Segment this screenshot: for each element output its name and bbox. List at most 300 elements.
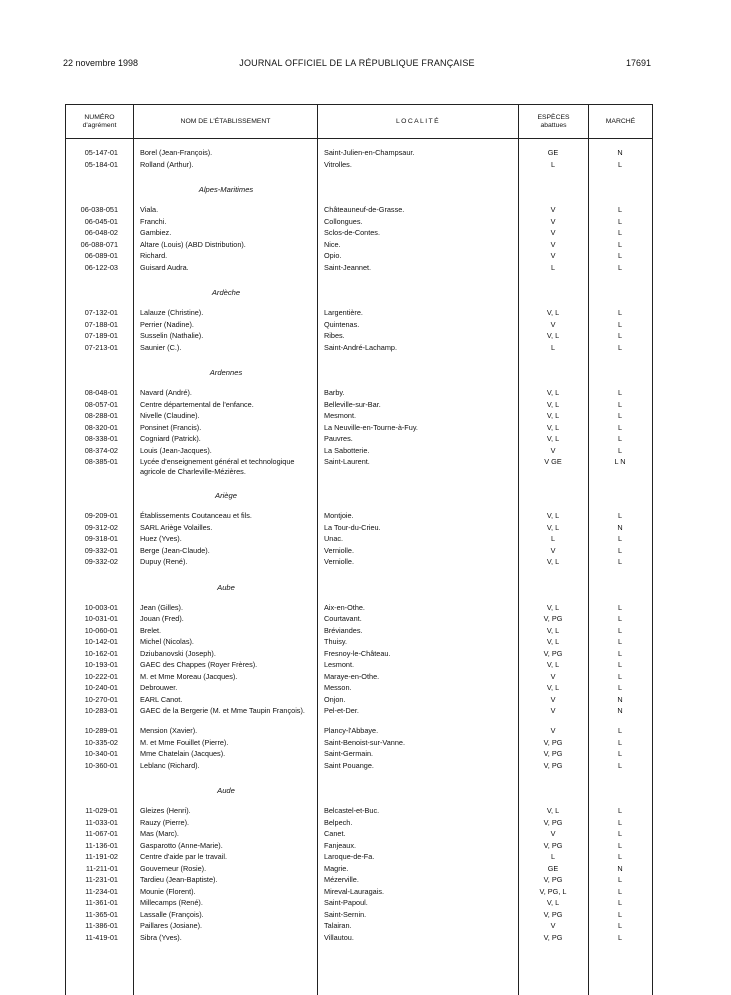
species: V, L: [546, 898, 560, 907]
establishment-name: Navard (André).: [140, 388, 192, 397]
species: V: [550, 205, 556, 214]
column-header-nom: [134, 105, 317, 138]
establishment-name: Millecamps (René).: [140, 898, 203, 907]
locality: La Tour-du-Crieu.: [324, 522, 381, 532]
establishment-name: GAEC de la Bergerie (M. et Mme Taupin François).: [140, 706, 305, 715]
species: V, L: [546, 308, 560, 317]
market: L N: [614, 457, 626, 466]
species: V: [550, 239, 556, 249]
market: L: [617, 251, 623, 260]
approval-number: 10-193-01: [84, 660, 118, 669]
approval-number: 11-191-02: [85, 852, 118, 861]
table-row: [66, 863, 652, 875]
locality: Thuisy.: [324, 637, 347, 646]
species: V, L: [546, 399, 560, 409]
market: N: [617, 863, 623, 873]
species: L: [550, 852, 556, 861]
table-row: [66, 456, 652, 476]
locality: Nice.: [324, 239, 341, 249]
table-row: [66, 671, 652, 683]
establishment-name: Centre d'aide par le travail.: [140, 852, 227, 861]
market: L: [617, 648, 623, 658]
column-header-especes-line1: ESPÈCES: [537, 113, 570, 121]
locality: Largentière.: [324, 308, 363, 317]
establishment-name: EARL Canot.: [140, 694, 183, 704]
locality: Fanjeaux.: [324, 840, 357, 850]
approval-number: 11-365-01: [85, 909, 118, 919]
species: L: [550, 534, 556, 543]
establishments-table: [65, 104, 653, 995]
approval-number: 10-222-01: [84, 671, 118, 681]
market: L: [617, 660, 623, 669]
market: N: [617, 694, 623, 704]
locality: Quintenas.: [324, 319, 360, 329]
column-header-marche: [589, 105, 652, 138]
establishment-name: Centre départemental de l'enfance.: [140, 399, 254, 409]
establishment-name: Gasparotto (Anne-Marie).: [140, 840, 223, 850]
market: L: [617, 239, 623, 249]
species: V, PG: [543, 737, 563, 747]
locality: Courtavant.: [324, 614, 362, 623]
page-header: [63, 58, 651, 70]
species: V: [550, 706, 556, 715]
market: L: [617, 228, 623, 237]
species: V, PG: [543, 648, 563, 658]
locality: Pauvres.: [324, 434, 353, 443]
market: L: [617, 829, 623, 838]
locality: Talairan.: [324, 921, 352, 930]
publication-date: 22 novembre 1998: [63, 58, 139, 68]
species: V, PG: [543, 909, 563, 919]
market: L: [617, 852, 623, 861]
approval-number: 11-231-01: [85, 875, 118, 884]
establishment-name: Sibra (Yves).: [140, 932, 182, 942]
market: L: [617, 411, 623, 420]
column-header-numero-line1: NUMÉRO: [84, 113, 115, 121]
market: L: [617, 625, 623, 635]
table-row: [66, 920, 652, 932]
table-row: [66, 828, 652, 840]
approval-number: 06-089-01: [84, 251, 118, 260]
table-row: [66, 410, 652, 422]
table-row: [66, 602, 652, 614]
locality: Barby.: [324, 388, 345, 397]
market: L: [617, 319, 623, 329]
table-row: [66, 545, 652, 557]
market: N: [617, 148, 623, 157]
market: L: [617, 216, 623, 226]
species: V GE: [544, 457, 562, 466]
establishment-name: Paillares (Josiane).: [140, 921, 203, 930]
locality: Bréviandes.: [324, 625, 363, 635]
market: L: [617, 399, 623, 409]
locality: Aix-en-Othe.: [324, 602, 365, 612]
page-number: 17691: [625, 58, 651, 68]
table-row: [66, 216, 652, 228]
species: V, PG: [543, 932, 563, 942]
locality: Belcastel-et-Buc.: [324, 806, 380, 815]
establishment-name: Lalauze (Christine).: [140, 308, 204, 317]
locality: Laroque-de-Fa.: [324, 852, 375, 861]
species: V: [550, 694, 556, 704]
department-heading: [66, 771, 652, 805]
approval-number: 05-147-01: [84, 148, 118, 157]
species: V, L: [546, 806, 560, 815]
approval-number: 06-038-051: [80, 205, 118, 214]
establishment-name: Viala.: [140, 205, 159, 214]
locality: Saint-Laurent.: [324, 457, 370, 466]
market: L: [617, 886, 623, 896]
locality: Opio.: [324, 251, 342, 260]
approval-number: 06-045-01: [84, 216, 118, 226]
species: V, L: [546, 511, 560, 520]
market: L: [617, 388, 623, 397]
table-row: [66, 159, 652, 171]
establishment-name: Dziubanovski (Joseph).: [140, 648, 216, 658]
market: L: [617, 760, 623, 770]
table-row: [66, 399, 652, 411]
species: V: [550, 829, 556, 838]
table-row: [66, 556, 652, 568]
table-row: [66, 909, 652, 921]
species: V: [550, 921, 556, 930]
approval-number: 11-419-01: [85, 932, 118, 942]
locality: Saint-Jeannet.: [324, 262, 372, 272]
approval-number: 05-184-01: [84, 159, 118, 169]
establishment-name: Perrier (Nadine).: [140, 319, 194, 329]
species: V: [550, 216, 556, 226]
locality: Maraye-en-Othe.: [324, 671, 380, 681]
column-header-localite: [318, 105, 518, 138]
locality: Mézerville.: [324, 875, 359, 884]
establishment-name: Altare (Louis) (ABD Distribution).: [140, 239, 246, 249]
approval-number: 11-361-01: [85, 898, 118, 907]
table-row: [66, 625, 652, 637]
establishment-name: Jean (Gilles).: [140, 602, 183, 612]
locality: Villautou.: [324, 932, 354, 942]
table-row: [66, 387, 652, 399]
market: L: [617, 921, 623, 930]
market: L: [617, 749, 623, 758]
market: L: [617, 671, 623, 681]
market: L: [617, 840, 623, 850]
approval-number: 10-162-01: [84, 648, 118, 658]
approval-number: 07-132-01: [84, 308, 118, 317]
table-row: [66, 648, 652, 660]
market: L: [617, 875, 623, 884]
market: L: [617, 262, 623, 272]
approval-number: 09-318-01: [84, 534, 118, 543]
establishment-name: Établissements Coutanceau et fils.: [140, 511, 252, 520]
locality: Lesmont.: [324, 660, 355, 669]
column-header-marche-text: MARCHÉ: [605, 117, 636, 125]
approval-number: 11-029-01: [85, 806, 118, 815]
establishment-name: Lycée d'enseignement général et technologique agricole de Charleville-Mézières.: [140, 457, 295, 476]
establishment-name: Mas (Marc).: [140, 829, 179, 838]
table-row: [66, 760, 652, 772]
species: L: [550, 342, 556, 352]
establishment-name: Dupuy (René).: [140, 557, 188, 566]
market: L: [617, 726, 623, 735]
market: L: [617, 159, 623, 169]
locality: Saint-Papoul.: [324, 898, 368, 907]
establishment-name: Berge (Jean-Claude).: [140, 545, 210, 555]
approval-number: 06-088-071: [80, 239, 118, 249]
market: L: [617, 308, 623, 317]
market: L: [617, 737, 623, 747]
market: L: [617, 342, 623, 352]
establishment-name: M. et Mme Fouillet (Pierre).: [140, 737, 229, 747]
department-name: Aude: [217, 786, 235, 795]
establishment-name: Nivelle (Claudine).: [140, 411, 200, 420]
establishment-name: Susselin (Nathalie).: [140, 331, 204, 340]
establishment-name: Rauzy (Pierre).: [140, 817, 190, 827]
approval-number: 09-332-01: [84, 545, 118, 555]
establishment-name: Tardieu (Jean-Baptiste).: [140, 875, 218, 884]
establishment-name: Cogniard (Patrick).: [140, 434, 201, 443]
approval-number: 11-033-01: [85, 817, 118, 827]
market: L: [617, 683, 623, 692]
table-row: [66, 342, 652, 354]
establishment-name: Debrouwer.: [140, 683, 178, 692]
market: L: [617, 932, 623, 942]
department-heading: [66, 476, 652, 510]
column-header-especes: [519, 105, 588, 138]
table-row: [66, 886, 652, 898]
department-heading: [66, 170, 652, 204]
species: V: [550, 445, 556, 455]
market: L: [617, 422, 623, 432]
species: V, PG: [543, 614, 563, 623]
table-row: [66, 227, 652, 239]
table-row: [66, 694, 652, 706]
species: V, L: [546, 422, 560, 432]
locality: Belpech.: [324, 817, 353, 827]
column-header-nom-text: NOM DE L'ÉTABLISSEMENT: [180, 117, 271, 125]
market: L: [617, 637, 623, 646]
species: V, L: [546, 434, 560, 443]
approval-number: 08-338-01: [84, 434, 118, 443]
establishment-name: Jouan (Fred).: [140, 614, 184, 623]
market: N: [617, 706, 623, 715]
table-row: [66, 433, 652, 445]
market: N: [617, 522, 623, 532]
column-header-numero: [66, 105, 133, 138]
establishment-name: Lassalle (François).: [140, 909, 204, 919]
approval-number: 10-031-01: [84, 614, 118, 623]
table-row: [66, 817, 652, 829]
table-row: [66, 659, 652, 671]
locality: Sclos-de-Contes.: [324, 228, 380, 237]
approval-number: 10-060-01: [84, 625, 118, 635]
table-row: [66, 239, 652, 251]
approval-number: 10-340-01: [84, 749, 118, 758]
table-row: [66, 250, 652, 262]
market: L: [617, 806, 623, 815]
department-name: Ardèche: [211, 288, 241, 297]
establishment-name: GAEC des Chappes (Royer Frères).: [140, 660, 258, 669]
locality: La Sabotterie.: [324, 445, 370, 455]
species: V, PG: [543, 840, 563, 850]
approval-number: 11-386-01: [85, 921, 118, 930]
locality: Collongues.: [324, 216, 363, 226]
department-name: Alpes-Maritimes: [198, 185, 254, 194]
approval-number: 08-288-01: [84, 411, 118, 420]
establishment-name: Rolland (Arthur).: [140, 159, 194, 169]
department-name: Ardennes: [209, 368, 243, 377]
approval-number: 06-048-02: [84, 228, 118, 237]
approval-number: 10-335-02: [84, 737, 118, 747]
locality: Châteauneuf-de-Grasse.: [324, 205, 405, 214]
species: V, L: [546, 411, 560, 420]
table-row: [66, 874, 652, 886]
species: V, PG: [543, 749, 563, 758]
table-row: [66, 840, 652, 852]
column-header-localite-text: LOCALITÉ: [395, 117, 441, 125]
species: V, L: [546, 388, 560, 397]
table-row: [66, 204, 652, 216]
species: V, PG: [543, 875, 563, 884]
species: V: [550, 251, 556, 260]
table-row: [66, 932, 652, 944]
species: GE: [547, 863, 559, 873]
approval-number: 07-213-01: [84, 342, 118, 352]
table-row: [66, 510, 652, 522]
table-row: [66, 748, 652, 760]
species: L: [550, 159, 556, 169]
species: V, PG: [543, 760, 563, 770]
department-heading: [66, 273, 652, 307]
table-row: [66, 705, 652, 725]
market: L: [617, 909, 623, 919]
market: L: [617, 602, 623, 612]
species: GE: [547, 148, 559, 157]
locality: Saint-Benoist-sur-Vanne.: [324, 737, 405, 747]
approval-number: 09-332-02: [84, 557, 118, 566]
table-row: [66, 897, 652, 909]
table-row: [66, 262, 652, 274]
table-row: [66, 851, 652, 863]
locality: Vitrolles.: [324, 159, 352, 169]
department-name: Ariège: [215, 491, 237, 500]
establishment-name: Gleizes (Henri).: [140, 806, 191, 815]
approval-number: 10-360-01: [84, 760, 118, 770]
approval-number: 08-048-01: [84, 388, 118, 397]
approval-number: 08-374-02: [84, 445, 118, 455]
market: L: [617, 545, 623, 555]
establishment-name: Huez (Yves).: [140, 534, 182, 543]
department-heading: [66, 568, 652, 602]
species: V: [550, 545, 556, 555]
species: V, L: [546, 522, 560, 532]
establishment-name: Michel (Nicolas).: [140, 637, 194, 646]
species: V: [550, 228, 556, 237]
establishment-name: Guisard Audra.: [140, 262, 189, 272]
species: V, PG: [543, 817, 563, 827]
locality: Pel-et-Der.: [324, 706, 359, 715]
species: V, L: [546, 602, 560, 612]
locality: Mesmont.: [324, 411, 357, 420]
locality: Saint Pouange.: [324, 760, 374, 770]
approval-number: 10-240-01: [84, 683, 118, 692]
establishment-name: Mounie (Florent).: [140, 886, 196, 896]
market: L: [617, 445, 623, 455]
approval-number: 09-209-01: [84, 511, 118, 520]
locality: Montjoie.: [324, 511, 354, 520]
approval-number: 08-385-01: [84, 457, 118, 466]
table-row: [66, 422, 652, 434]
approval-number: 10-289-01: [84, 726, 118, 735]
locality: Magrie.: [324, 863, 349, 873]
approval-number: 11-136-01: [85, 840, 118, 850]
species: V, L: [546, 660, 560, 669]
locality: Canet.: [324, 829, 346, 838]
table-row: [66, 636, 652, 648]
approval-number: 10-270-01: [84, 694, 118, 704]
locality: Unac.: [324, 534, 344, 543]
species: V: [550, 671, 556, 681]
market: L: [617, 205, 623, 214]
locality: Verniolle.: [324, 557, 355, 566]
approval-number: 11-234-01: [85, 886, 118, 896]
establishment-name: Richard.: [140, 251, 168, 260]
species: L: [550, 262, 556, 272]
species: V, L: [546, 625, 560, 635]
market: L: [617, 817, 623, 827]
approval-number: 10-283-01: [84, 706, 118, 715]
approval-number: 08-057-01: [84, 399, 118, 409]
species: V: [550, 319, 556, 329]
establishment-name: Borel (Jean-François).: [140, 148, 213, 157]
table-row: [66, 613, 652, 625]
department-name: Aube: [217, 582, 235, 592]
establishment-name: Franchi.: [140, 216, 167, 226]
table-row: [66, 533, 652, 545]
locality: Saint-Sernin.: [324, 909, 367, 919]
table-row: [66, 737, 652, 749]
table-row: [66, 805, 652, 817]
locality: Verniolle.: [324, 545, 355, 555]
locality: La Neuville-en-Tourne-à-Fuy.: [324, 422, 418, 432]
department-heading: [66, 353, 652, 387]
approval-number: 07-188-01: [84, 319, 118, 329]
approval-number: 08-320-01: [84, 422, 118, 432]
locality: Messon.: [324, 683, 352, 692]
market: L: [617, 557, 623, 566]
market: L: [617, 614, 623, 623]
approval-number: 09-312-02: [84, 522, 118, 532]
table-row: [66, 307, 652, 319]
approval-number: 11-211-01: [85, 863, 118, 873]
species: V, L: [546, 683, 560, 692]
table-row: [66, 147, 652, 159]
locality: Mireval-Lauragais.: [324, 886, 385, 896]
locality: Onjon.: [324, 694, 346, 704]
locality: Saint-Germain.: [324, 749, 374, 758]
locality: Plancy-l'Abbaye.: [324, 726, 379, 735]
approval-number: 07-189-01: [84, 331, 118, 340]
column-header-numero-line2: d'agrément: [82, 121, 117, 129]
species: V: [550, 726, 556, 735]
establishment-name: Mme Chatelain (Jacques).: [140, 749, 226, 758]
species: V, L: [546, 637, 560, 646]
locality: Ribes.: [324, 331, 345, 340]
establishment-name: Leblanc (Richard).: [140, 760, 200, 770]
establishment-name: Gouverneur (Rosie).: [140, 863, 207, 873]
market: L: [617, 898, 623, 907]
table-row: [66, 319, 652, 331]
locality: Saint-André-Lachamp.: [324, 342, 398, 352]
